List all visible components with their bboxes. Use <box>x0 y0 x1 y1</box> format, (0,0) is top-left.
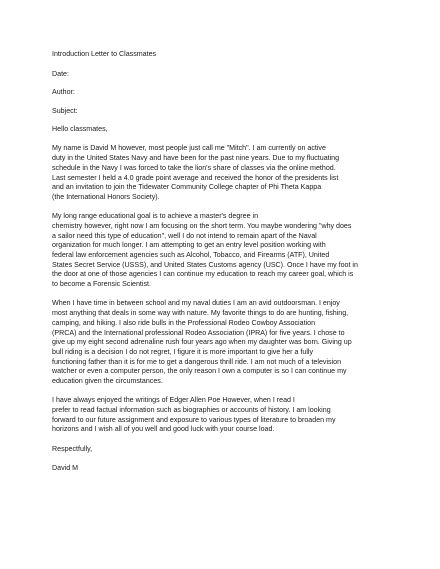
date-field: Date: <box>52 69 69 78</box>
text-line: to become a Forensic Scientist. <box>52 280 151 289</box>
text-line: federal law enforcement agencies such as Alcohol, Tobacco, and Firearms (ATF), United <box>52 251 330 260</box>
closing: Respectfully, <box>52 444 93 453</box>
text-line: (PRCA) and the International professional Rodeo Association (IPRA) for five years. I chose to <box>52 328 345 337</box>
text-line: camping, and hiking. I also ride bulls in the Professional Rodeo Cowboy Association <box>52 318 316 327</box>
text-line: schedule in the Navy I was forced to take the lion's share of classes via the online method. <box>52 163 336 172</box>
text-line: I have always enjoyed the writings of Edger Allen Poe However, when I read I <box>52 396 295 405</box>
author-field: Author: <box>52 88 75 97</box>
paragraph-reading <box>52 396 410 435</box>
text-line: functioning father than it is for me to get a dangerous thrill ride. I am not much of a television <box>52 357 342 366</box>
text-line: States Secret Service (USSS), and United States Customs agency (USC). Once I have my foot in <box>52 260 358 269</box>
greeting: Hello classmates, <box>52 125 108 134</box>
signature: David M <box>52 463 79 472</box>
text-line: forward to our future assignment and exposure to various types of literature to broaden my <box>52 415 336 424</box>
text-line: the door at one of those agencies I can continue my education to reach my career goal, which is <box>52 270 354 279</box>
text-line: (the International Honors Society). <box>52 192 160 201</box>
text-line: watcher or even a computer person, the only reason I own a computer is so I can continue my <box>52 367 347 376</box>
text-line: My long range educational goal is to achieve a master's degree in <box>52 212 259 221</box>
paragraph-hobbies <box>52 299 410 386</box>
text-line: Last semester I held a 4.0 grade point average and received the honor of the presidents list <box>52 173 339 182</box>
text-line: chemistry however, right now I am focusing on the short term. You maybe wondering "why does <box>52 221 352 230</box>
text-line: education given the circumstances. <box>52 377 163 386</box>
letter-title: Introduction Letter to Classmates <box>52 50 157 58</box>
text-line: duty in the United States Navy and have been for the past nine years. Due to my fluctuating <box>52 154 340 163</box>
text-line: organization for much longer. I am attempting to get an entry level position working with <box>52 241 326 250</box>
text-line: a sailor need this type of education", well I do not intend to remain apart of the Naval <box>52 231 317 240</box>
text-line: most anything that deals in some way with nature. My favorite things to do are hunting, fishing, <box>52 309 349 318</box>
text-line: prefer to read factual information such as biographies or accounts of history. I am looking <box>52 406 331 415</box>
paragraph-intro <box>52 144 410 202</box>
text-line: horizons and I wish all of you well and good luck with your course load. <box>52 425 275 434</box>
text-line: and an invitation to join the Tidewater Community College chapter of Phi Theta Kappa <box>52 183 322 192</box>
text-line: bull riding is a decision I do not regret, I figure it is more important to give her a fully <box>52 347 314 356</box>
subject-field: Subject: <box>52 106 78 115</box>
text-line: My name is David M however, most people just call me "Mitch". I am currently on active <box>52 144 326 153</box>
text-line: When I have time in between school and my naval duties I am an avid outdoorsman. I enjoy <box>52 299 340 308</box>
paragraph-goals <box>52 212 410 290</box>
text-line: give up my eight second adrenaline rush four years ago when my daughter was born. Giving up <box>52 338 352 347</box>
